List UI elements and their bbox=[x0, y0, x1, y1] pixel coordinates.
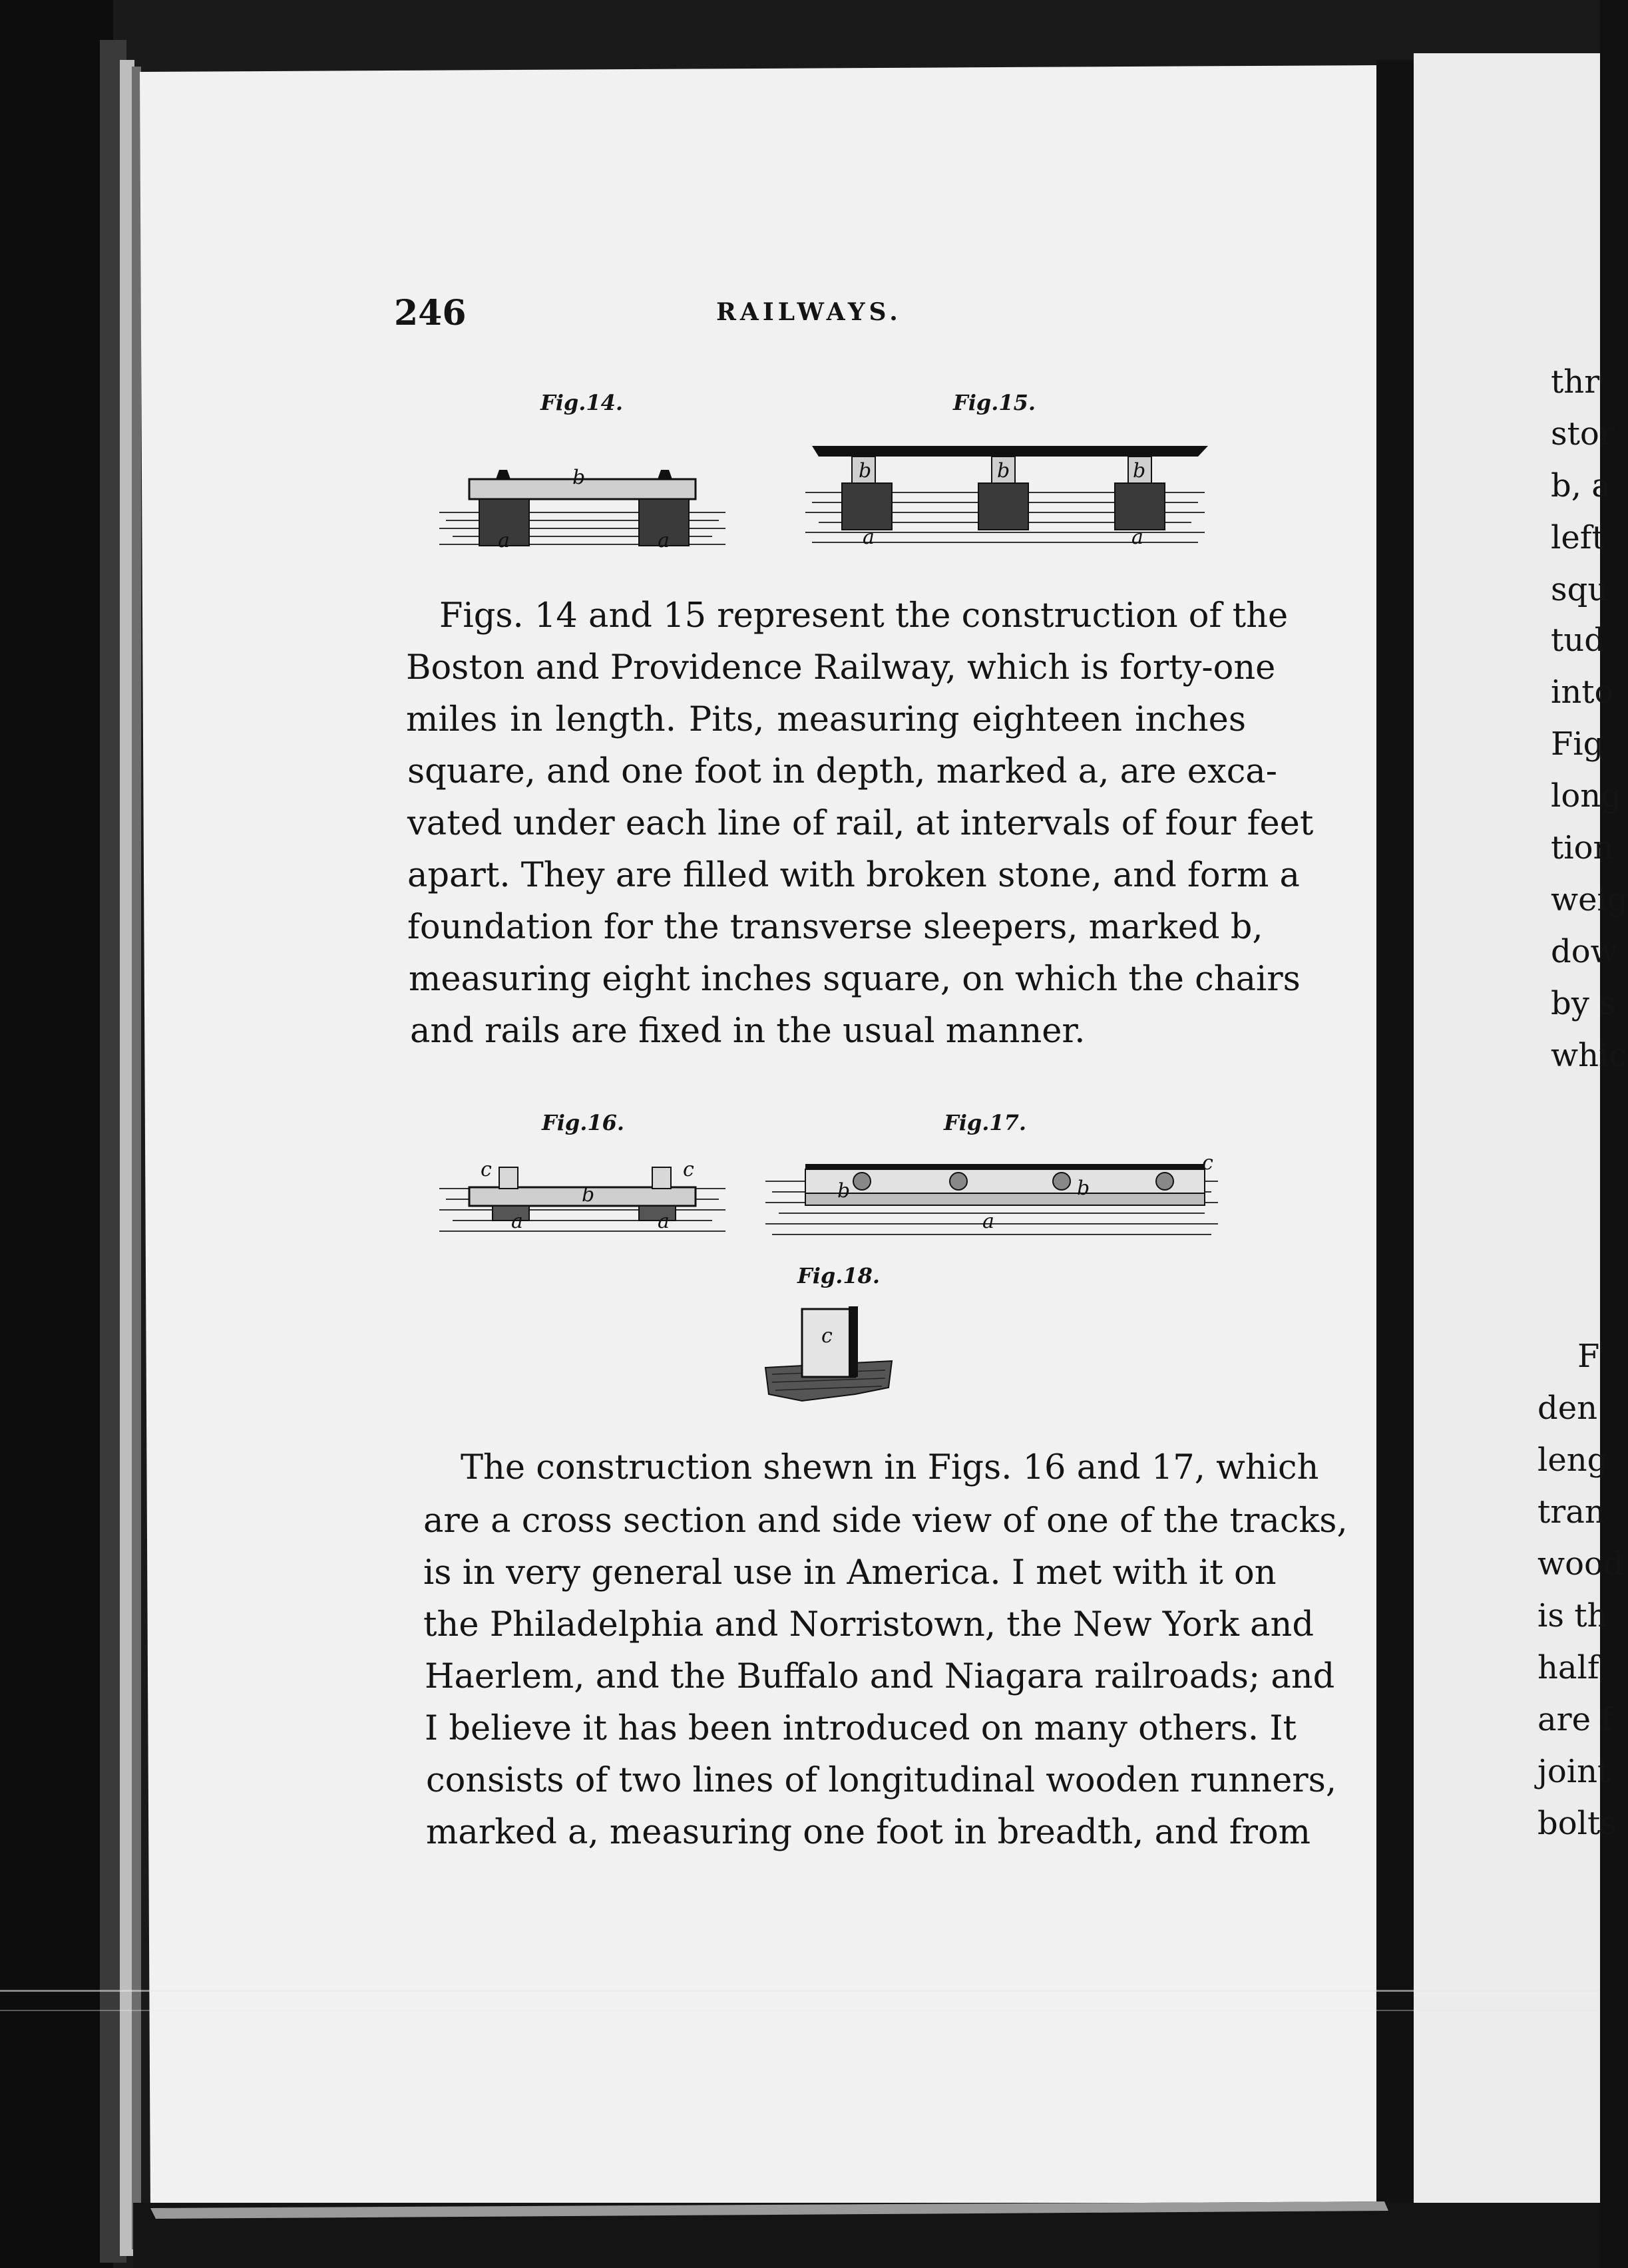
figure-15-label-b: b bbox=[997, 459, 1010, 482]
figure-15-label-b: b bbox=[1133, 459, 1146, 482]
paragraph-2-line-3: is in very general use in America. I met with it on bbox=[423, 1553, 1277, 1593]
facing-page-fragment: into bbox=[1551, 673, 1614, 711]
facing-page-fragment: is th bbox=[1537, 1597, 1608, 1634]
figure-16-label-b: b bbox=[582, 1183, 595, 1207]
figure-15-illustration bbox=[799, 439, 1211, 552]
paragraph-2-line-5: Haerlem, and the Buffalo and Niagara railroads; and bbox=[425, 1657, 1335, 1696]
facing-page-fragment: tion bbox=[1551, 829, 1614, 866]
paragraph-2-line-7: consists of two lines of longitudinal wooden runners, bbox=[426, 1761, 1337, 1800]
facing-page-fragment: whic bbox=[1551, 1037, 1627, 1074]
figure-18-illustration bbox=[762, 1301, 895, 1408]
figure-18-caption: Fig.18. bbox=[797, 1263, 881, 1288]
figure-14-illustration bbox=[433, 439, 732, 552]
figure-15-label-a: a bbox=[863, 526, 875, 549]
paragraph-2-line-4: the Philadelphia and Norristown, the New York and bbox=[423, 1605, 1315, 1644]
facing-page-fragment: tud bbox=[1551, 622, 1605, 659]
figure-16-label-a: a bbox=[658, 1210, 670, 1233]
paragraph-1-line-4: square, and one foot in depth, marked a, are exca- bbox=[407, 752, 1277, 791]
facing-page-fragment: half bbox=[1537, 1649, 1599, 1686]
paragraph-1-line-3: miles in length. Pits, measuring eighteen inches bbox=[406, 700, 1246, 739]
facing-page-fragment: long bbox=[1551, 777, 1621, 815]
paragraph-1-line-5: vated under each line of rail, at intervals of four feet bbox=[407, 804, 1314, 843]
figure-17-caption: Fig.17. bbox=[944, 1110, 1027, 1135]
facing-page-fragment: by s bbox=[1551, 985, 1616, 1022]
running-title: RAILWAYS. bbox=[716, 298, 902, 326]
figure-15-label-b: b bbox=[859, 459, 872, 482]
paragraph-1-line-9: and rails are fixed in the usual manner. bbox=[410, 1012, 1086, 1051]
facing-page-fragment: left bbox=[1551, 519, 1605, 556]
facing-page-fragment: Fig bbox=[1551, 725, 1604, 763]
figure-14-label-a: a bbox=[658, 529, 670, 552]
facing-page-fragment: weig bbox=[1551, 881, 1628, 918]
figure-14-caption: Fig.14. bbox=[540, 390, 624, 415]
figure-14-label-a: a bbox=[498, 529, 510, 552]
facing-page-fragment: leng bbox=[1537, 1441, 1608, 1479]
facing-page-fragment: F bbox=[1577, 1338, 1600, 1375]
paragraph-1-line-8: measuring eight inches square, on which the chairs bbox=[409, 960, 1301, 999]
figure-16-caption: Fig.16. bbox=[542, 1110, 625, 1135]
figure-17-label-b: b bbox=[837, 1179, 851, 1203]
facing-page-fragment: stor bbox=[1551, 415, 1615, 453]
figure-14-label-b: b bbox=[572, 466, 586, 489]
figure-15-caption: Fig.15. bbox=[953, 390, 1036, 415]
facing-page-fragment: bolts bbox=[1537, 1805, 1617, 1842]
figure-17-label-c: c bbox=[1202, 1151, 1213, 1175]
figure-18-label-c: c bbox=[821, 1324, 833, 1348]
paragraph-2-line-8: marked a, measuring one foot in breadth, and from bbox=[426, 1813, 1311, 1852]
facing-page-fragment: tran bbox=[1537, 1493, 1605, 1531]
paragraph-1-line-6: apart. They are filled with broken stone, and form a bbox=[407, 856, 1300, 895]
figure-17-illustration bbox=[759, 1155, 1225, 1248]
figure-16-label-c: c bbox=[481, 1158, 492, 1181]
facing-page-fragment: wood bbox=[1537, 1545, 1624, 1583]
figure-16-label-c: c bbox=[683, 1158, 694, 1181]
facing-page-fragment: squ bbox=[1551, 571, 1609, 608]
figure-17-label-b: b bbox=[1077, 1177, 1090, 1200]
figure-17-label-a: a bbox=[982, 1210, 994, 1233]
paragraph-1-line-2: Boston and Providence Railway, which is forty-one bbox=[406, 648, 1276, 687]
facing-page-fragment: b, a bbox=[1551, 467, 1611, 504]
page-number: 246 bbox=[394, 293, 467, 333]
paragraph-2-line-2: are a cross section and side view of one of the tracks, bbox=[423, 1501, 1348, 1541]
paragraph-1-line-1: Figs. 14 and 15 represent the construction of the bbox=[439, 596, 1289, 636]
facing-page-fragment: dow bbox=[1551, 933, 1618, 970]
facing-page-fragment: thr bbox=[1551, 363, 1600, 401]
paragraph-2-line-1: The construction shewn in Figs. 16 and 17, which bbox=[461, 1448, 1319, 1487]
figure-15-label-a: a bbox=[1131, 526, 1143, 549]
paragraph-2-line-6: I believe it has been introduced on many others. It bbox=[425, 1709, 1297, 1748]
facing-page-fragment: joint bbox=[1537, 1753, 1611, 1790]
figure-16-label-a: a bbox=[511, 1210, 523, 1233]
paragraph-1-line-7: foundation for the transverse sleepers, marked b, bbox=[407, 908, 1263, 947]
facing-page-fragment: are f bbox=[1537, 1701, 1613, 1738]
facing-page-fragment: den bbox=[1537, 1390, 1598, 1427]
